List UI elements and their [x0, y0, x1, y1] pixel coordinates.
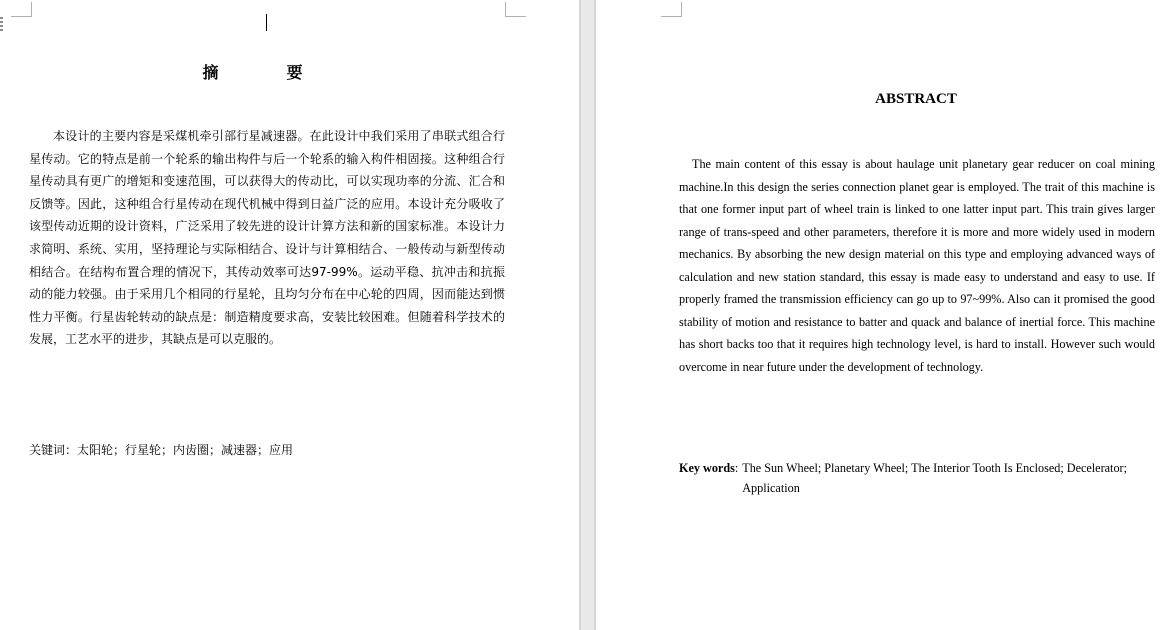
english-abstract-title: ABSTRACT — [875, 91, 957, 107]
text-cursor — [266, 14, 267, 31]
chinese-keywords: 关键词：太阳轮；行星轮；内齿圈；减速器；应用 — [29, 443, 294, 457]
keywords-values: The Sun Wheel; Planetary Wheel; The Interior Tooth Is Enclosed; Decelerator; Application — [742, 461, 1127, 495]
english-abstract-body: The main content of this essay is about haulage unit planetary gear reducer on coal mining machine.In this design the series connection planet gear is employed. The trait of this machine is that one former input part of wheel train is linked to one latter input part. This train gives larger range of trans-speed and other parameters, therefore it is more and more widely used in modern mechanics. By absorbing the new design material on this type and employing advanced ways of calculation and new station standard, this essay is made easy to understand and easy to use. If properly framed the transmission efficiency can go up to 97~99%. Also can it promised the good stability of motion and resistance to batter and quack and balance of inertial force. This machine has short backs too that it requires high technology level, is hard to install. However such would overcome in near future under the development of technology. — [679, 157, 1155, 374]
page-corner-mark — [505, 2, 526, 17]
english-keywords — [679, 458, 1155, 498]
keywords-separator: : — [734, 461, 739, 475]
page-corner-mark — [661, 2, 682, 17]
keywords-label-text: Key words — [679, 461, 735, 475]
drag-handle-icon[interactable] — [0, 17, 3, 31]
chinese-abstract-body: 本设计的主要内容是采煤机牵引部行星减速器。在此设计中我们采用了串联式组合行星传动。它的特点是前一个轮系的输出构件与后一个轮系的输入构件相固接。这种组合行星传动具有更广的增矩和变速范围，可以获得大的传动比，可以实现功率的分流、汇合和反馈等。因此，这种组合行星传动在现代机械中得到日益广泛的应用。本设计充分吸收了该型传动近期的设计资料，广泛采用了较先进的设计计算方法和新的国家标准。本设计力求简明、系统、实用，坚持理论与实际相结合、设计与计算相结合、一般传动与新型传动相结合。在结构布置合理的情况下，其传动效率可达97-99%。运动平稳、抗冲击和抗振动的能力较强。由于采用几个相同的行星轮，且均匀分布在中心轮的四周，因而能达到惯性力平衡。行星齿轮转动的缺点是：制造精度要求高，安装比较困难。但随着科学技术的发展，工艺水平的进步，其缺点是可以克服的。 — [29, 129, 505, 347]
chinese-abstract-title: 摘 要 — [202, 63, 329, 82]
page-corner-mark — [11, 2, 32, 17]
keywords-label — [679, 458, 738, 498]
page-chinese-abstract[interactable] — [0, 0, 579, 630]
page-english-abstract[interactable] — [596, 0, 1163, 630]
page-shadow — [579, 0, 581, 630]
